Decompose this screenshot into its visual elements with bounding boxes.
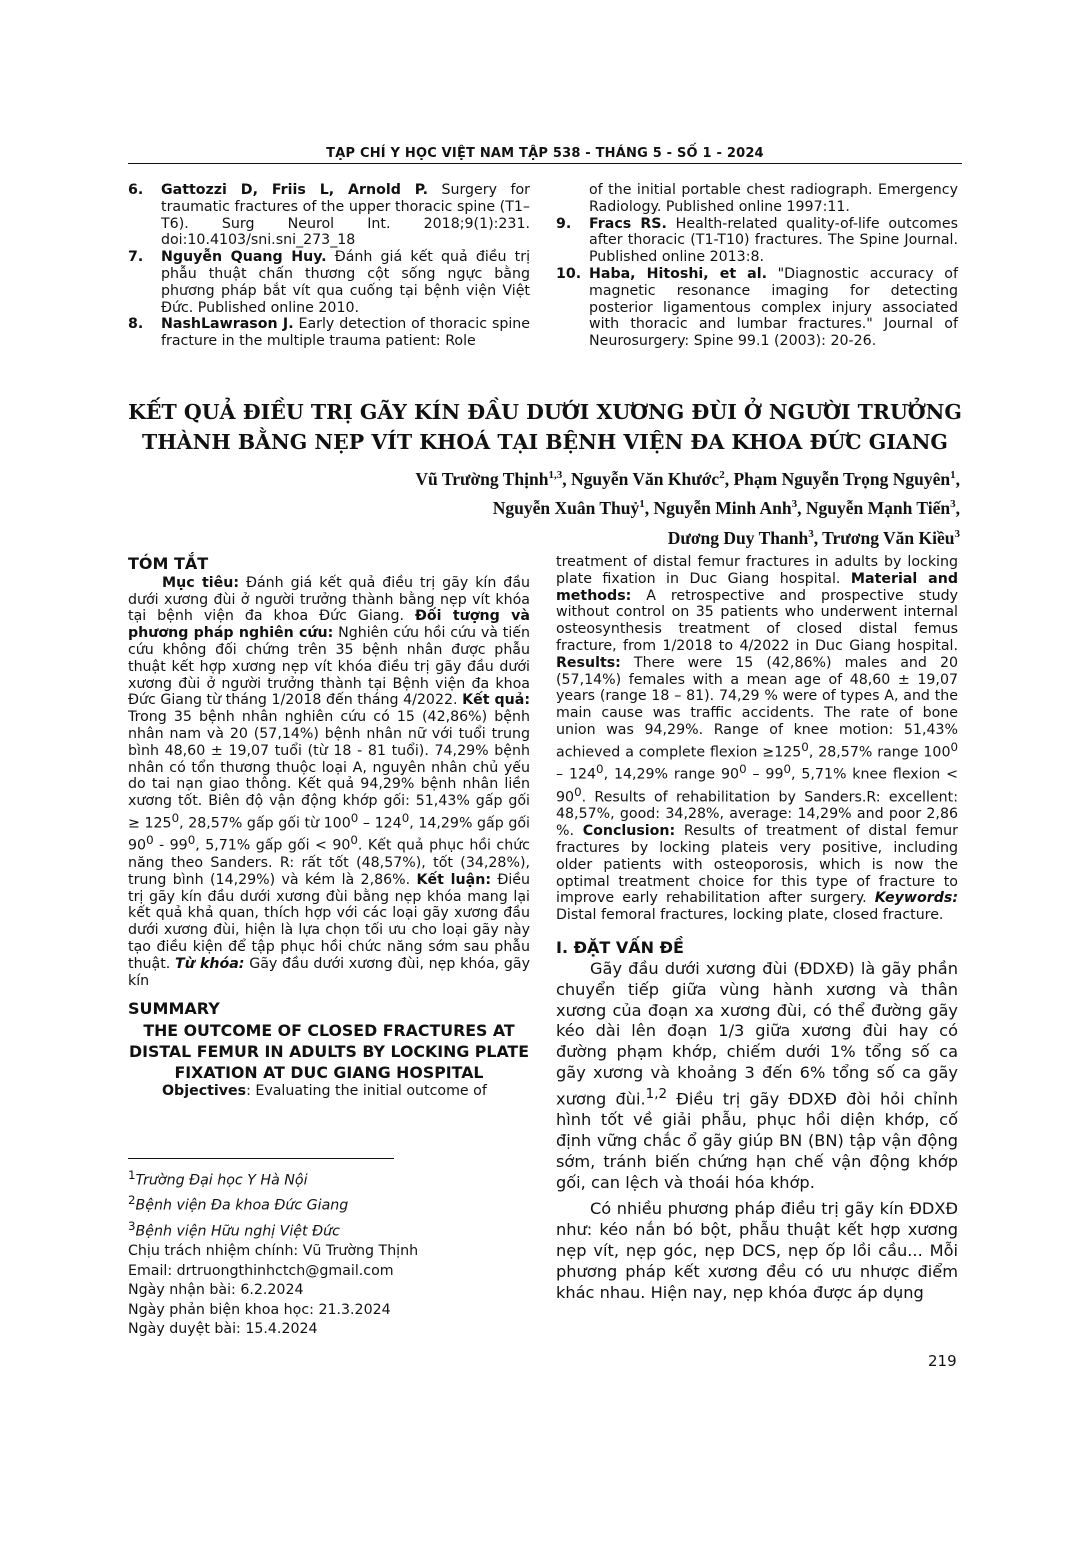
author-name: Vũ Trường Thịnh [415, 468, 549, 489]
superscript: 0 [146, 833, 154, 848]
author-line: Nguyễn Xuân Thuỷ$^1$, Nguyễn Minh Anh$^3$, Nguyễn Mạnh Tiến$^3$, [492, 498, 960, 519]
footnotes [128, 1166, 528, 1340]
title-line-2: THÀNH BẰNG NẸP VÍT KHOÁ TẠI BỆNH VIỆN ĐA KHOA ĐỨC GIANG [142, 430, 948, 454]
section-1-heading: I. ĐẶT VẤN ĐỀ [556, 937, 684, 957]
page-number: 219 [928, 1352, 957, 1370]
superscript: 0 [950, 739, 959, 754]
bold-label: Kết quả: [462, 692, 530, 709]
superscript: 0 [171, 810, 180, 825]
affiliation-1: $^1$Trường Đại học Y Hà Nội [128, 1168, 308, 1189]
summary-continuation-text: treatment of distal femur fractures in adults by locking plate fixation in Duc Giang hospital. Material and methods: A retrospective and prospective study without control on 35 patients who underwent internal osteosynthesis treatment of closed distal femus fracture, from 1/2018 to 4/2022 in Duc Giang hospital. Results: There were 15 (42,86%) males and 20 (57,14%) females with a mean age of 48,60 ± 19,07 years (range 18 – 81). 74,29 % were of types A, and the main cause was traffic accidents. The rate of bone union was 94,29%. Range of knee motion: 51,43% achieved a complete flexion $\ge 125^0$, 28,57% range $100^0 - 124^0$, 14,29% range $90^0 - 99^0$, 5,71% knee flexion < $90^0$. Results of rehabilitation by Sanders.R: excellent: 48,57%, good: 34,28%, average: 14,29% and poor 2,86 %. Conclusion: Results of treatment of distal femur fractures by locking plateis very positive, including older patients with osteoporosis, which is now the optimal treatment choice for this type of fracture to improve early rehabilitation after surgery. Keywords: Distal femoral fractures, locking plate, closed fracture. [556, 554, 959, 924]
summary-heading: SUMMARY [128, 999, 220, 1019]
author-name: Trương Văn Kiều [822, 527, 955, 548]
references-left [128, 182, 530, 350]
reference-number: 10. [556, 265, 582, 282]
header-rule [128, 163, 962, 164]
article-title [128, 397, 962, 457]
reference-number: 9. [556, 215, 572, 232]
bold-label: Đối tượng và phương pháp nghiên cứu: [128, 608, 530, 642]
superscript: 0 [350, 810, 359, 825]
reference-text: Fracs RS. Health-related quality-of-life outcomes after thoracic (T1-T10) fractures. The Spine Journal. Published online 2013:8. [589, 215, 958, 266]
right-column [556, 554, 958, 1304]
left-column [128, 556, 530, 1100]
superscript: 0 [187, 833, 196, 848]
keywords-label: Keywords: [874, 890, 958, 907]
superscript: 1,2 [645, 1086, 668, 1103]
reference-item [128, 182, 530, 249]
author-name: Nguyễn Mạnh Tiến [805, 498, 951, 519]
date-reviewed: Ngày phản biện khoa học: 21.3.2024 [128, 1301, 391, 1318]
affiliation-3: $^3$Bệnh viện Hữu nghị Việt Đức [128, 1218, 340, 1240]
reference-author: Gattozzi D, Friis L, Arnold P. [161, 182, 428, 198]
reference-number: 8. [128, 316, 144, 333]
reference-author: Haba, Hitoshi, et al. [589, 265, 767, 282]
author-name: Nguyễn Xuân Thuỷ [492, 498, 640, 519]
journal-header: TẠP CHÍ Y HỌC VIỆT NAM TẬP 538 - THÁNG 5 - SỐ 1 - 2024 [326, 146, 764, 161]
bold-label: Material and methods: [556, 570, 958, 604]
author-affiliation: 1 [950, 469, 956, 481]
reference-8-continuation: of the initial portable chest radiograph. Emergency Radiology. Published online 1997:11. [589, 182, 958, 215]
author-affiliation: 3 [791, 498, 798, 511]
references-right [556, 182, 958, 350]
superscript: 0 [801, 739, 809, 754]
author-affiliation: 3 [954, 527, 960, 540]
reference-text: Haba, Hitoshi, et al. "Diagnostic accuracy of magnetic resonance imaging for detecting posterior ligamentous complex injury associated with thoracic and lumbar fractures." Journal of Neurosurgery: Spine 99.1 (2003): 20-26. [589, 265, 958, 350]
date-accepted: Ngày duyệt bài: 15.4.2024 [128, 1321, 318, 1338]
author-line: Vũ Trường Thịnh$^{1,3}$, Nguyễn Văn Khước$^2$, Phạm Nguyễn Trọng Nguyên$^1$, [415, 468, 960, 489]
bold-label: Objectives [162, 1083, 247, 1100]
responsible-author: Chịu trách nhiệm chính: Vũ Trường Thịnh [128, 1242, 419, 1259]
reference-item [556, 216, 958, 266]
superscript: 0 [350, 833, 358, 848]
bold-label: Mục tiêu: [162, 574, 240, 591]
superscript: 0 [739, 762, 747, 777]
reference-author: Fracs RS. [589, 215, 667, 232]
section-1-paragraph-1: Gãy đầu dưới xương đùi (ĐDXĐ) là gãy phần chuyển tiếp giữa vùng hành xương và thân xương của đoạn xa xương đùi, có thể đường gãy kéo dài lên đoạn 1/3 giữa xương đùi hay có đường phạm khớp, chiếm dưới 1% tổng số ca gãy xương và khoảng 3 đến 6% tổng số ca gãy xương đùi.$^{1,2}$ Điều trị gãy ĐDXĐ đòi hỏi chỉnh hình tốt về giải phẫu, phục hồi diện khớp, cố định vững chắc ổ gãy giúp BN (BN) tập vận động sớm, tránh biến chứng hạn chế vận động khớp gối, can lệch và thoái hóa khớp. [556, 958, 958, 1193]
reference-text: Nguyễn Quang Huy. Đánh giá kết quả điều trị phẫu thuật chấn thương cột sống ngực bằng phương pháp bắt vít qua cuống tại bệnh viện Việt Đức. Published online 2010. [161, 249, 531, 316]
references-right-list [556, 216, 958, 350]
reference-text: Gattozzi D, Friis L, Arnold P. Surgery for traumatic fractures of the upper thoracic spine (T1–T6). Surg Neurol Int. 2018;9(1):231. doi:10.4103/sni.sni_273_18 [161, 182, 530, 249]
tom-tat-heading: TÓM TẮT [128, 554, 209, 573]
reference-text: NashLawrason J. Early detection of thoracic spine fracture in the multiple trauma patient: Role [161, 316, 531, 350]
footnote-rule [128, 1158, 394, 1159]
authors [415, 463, 960, 551]
reference-number: 6. [128, 182, 144, 198]
reference-item [128, 249, 530, 316]
title-line-1: KẾT QUẢ ĐIỀU TRỊ GÃY KÍN ĐẦU DƯỚI XƯƠNG ĐÙI Ở NGƯỜI TRƯỞNG [128, 400, 962, 424]
section-1-paragraph-2: Có nhiều phương pháp điều trị gãy kín ĐDXĐ như: kéo nắn bó bột, phẫu thuật kết hợp xương nẹp vít, nẹp góc, nẹp DCS, nẹp ốp lồi cầu... Mỗi phương pháp kết xương đều có ưu nhược điểm khác nhau. Hiện nay, nẹp khóa được áp dụng [556, 1199, 958, 1302]
author-affiliation: 1,3 [548, 469, 563, 481]
reference-author: NashLawrason J. [161, 316, 294, 333]
author-name: Nguyễn Văn Khước [570, 468, 720, 489]
author-affiliation: 3 [950, 498, 956, 511]
author-affiliation: 1 [639, 498, 645, 511]
author-name: Dương Duy Thanh [667, 527, 809, 548]
superscript: 0 [596, 762, 604, 777]
email: Email: drtruongthinhctch@gmail.com [128, 1262, 394, 1279]
affiliation-2: $^2$Bệnh viện Đa khoa Đức Giang [128, 1193, 349, 1215]
superscript: 0 [401, 810, 410, 825]
summary-title: THE OUTCOME OF CLOSED FRACTURES AT DISTAL FEMUR IN ADULTS BY LOCKING PLATE FIXATION AT DUC GIANG HOSPITAL [128, 1021, 530, 1083]
superscript: 0 [574, 784, 582, 799]
reference-item [128, 316, 530, 350]
author-name: Phạm Nguyễn Trọng Nguyên [733, 468, 951, 489]
author-affiliation: 2 [719, 469, 725, 481]
reference-author: Nguyễn Quang Huy. [161, 249, 327, 266]
bold-label: Conclusion: [582, 823, 676, 840]
reference-number: 7. [128, 249, 144, 266]
superscript: 0 [783, 762, 792, 777]
reference-item [556, 266, 958, 350]
tom-tat-text: Mục tiêu: Đánh giá kết quả điều trị gãy kín đầu dưới xương đùi ở người trưởng thành bằng nẹp vít khóa tại bệnh viện đa khoa Đức Giang. Đối tượng và phương pháp nghiên cứu: Nghiên cứu hồi cứu và tiến cứu không đối chứng trên 35 bệnh nhân được phẫu thuật kết hợp xương nẹp vít khóa điều trị gãy đầu dưới xương đùi ở người trưởng thành tại Bệnh viện đa khoa Đức Giang từ tháng 1/2018 đến tháng 4/2022. Kết quả: Trong 35 bệnh nhân nghiên cứu có 15 (42,86%) bệnh nhân nam và 20 (57,14%) bệnh nhân nữ với tuổi trung bình 48,60 ± 19,07 tuổi (từ 18 - 81 tuổi). 74,29% bệnh nhân có tổn thương thuộc loại A, nguyên nhân chủ yếu do tai nạn giao thông. Kết quả 94,29% bệnh nhân liền xương tốt. Biên độ vận động khớp gối: 51,43% gấp gối ≥ $125^0$, 28,57% gấp gối từ $100^0 - 124^0$, 14,29% gấp gối $90^0 - 99^0$, 5,71% gấp gối < $90^0$. Kết quả phục hồi chức năng theo Sanders. R: rất tốt (48,57%), tốt (34,28%), trung bình (14,29%) và kém là 2,86%. Kết luận: Điều trị gãy kín đầu dưới xương đùi bằng nẹp khóa mang lại kết quả khả quan, thích hợp với các loại gãy xương đầu dưới xương đùi, hiện là lựa chọn tối ưu cho loại gãy này tạo điều kiện để tập phục hồi chức năng sớm sau phẫu thuật. Từ khóa: Gãy đầu dưới xương đùi, nẹp khóa, gãy kín [128, 574, 531, 989]
date-received: Ngày nhận bài: 6.2.2024 [128, 1282, 304, 1299]
summary-start-text: Objectives: Evaluating the initial outcome of [162, 1083, 487, 1100]
author-line: Dương Duy Thanh$^3$, Trương Văn Kiều$^3$ [667, 527, 960, 548]
bold-label: Kết luận: [416, 871, 491, 888]
bold-label: Results: [556, 654, 621, 671]
author-name: Nguyễn Minh Anh [653, 498, 792, 519]
author-affiliation: 3 [808, 527, 814, 540]
keywords-label: Từ khóa: [175, 955, 245, 972]
